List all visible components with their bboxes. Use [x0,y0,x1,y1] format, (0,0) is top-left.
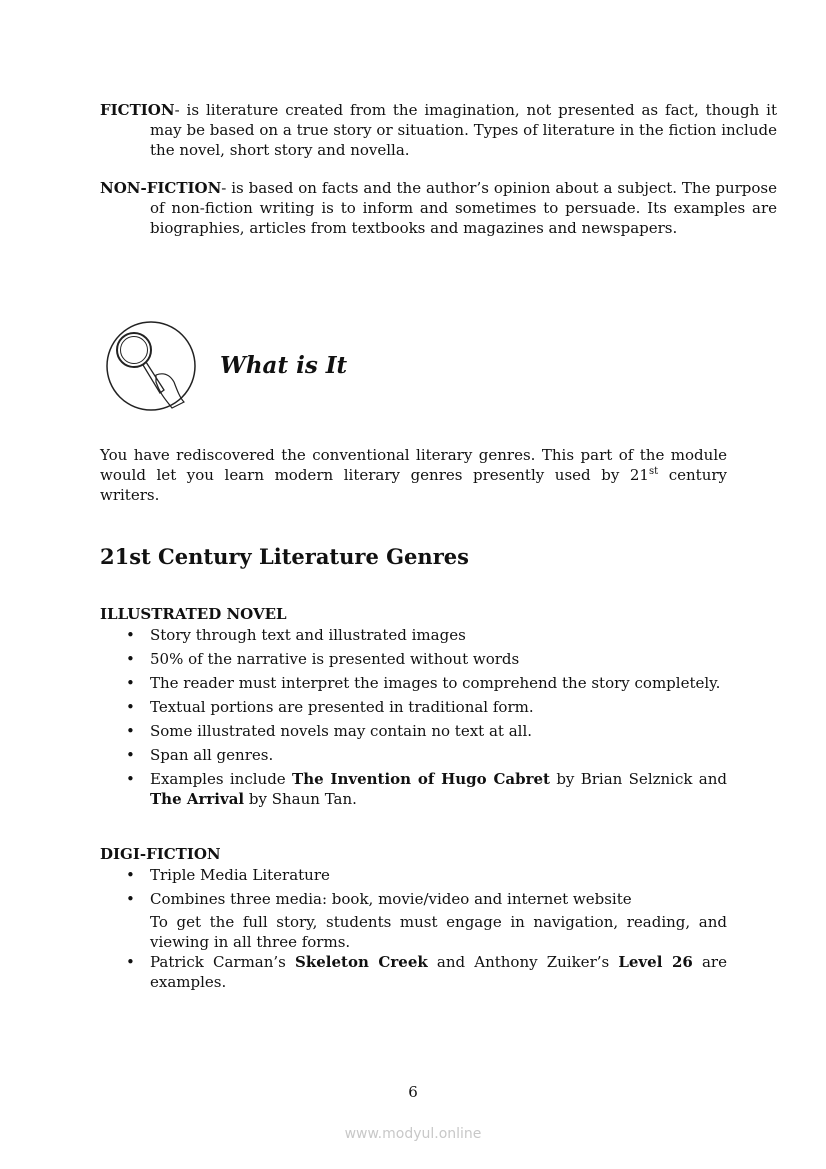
subheading-digi: DIGI-FICTION [100,845,221,863]
digi-list [100,865,727,996]
title: Level 26 [618,953,693,971]
definition-text: - is based on facts and the author’s opinion about a subject. The purpose of non-fiction writing is to inform and sometimes to persuade. Its examples are biographies, articles from textbooks and magazines and newspapers. [150,179,777,237]
definition-nonfiction [100,178,777,238]
definition-fiction [100,100,777,160]
intro-text: You have rediscovered the conventional literary genres. This part of the module would let you learn modern literary genres presently used by 21 [100,446,727,484]
list-note: To get the full story, students must engage in navigation, reading, and viewing in all three forms. [150,913,727,951]
section-title: What is It [220,352,348,379]
subheading-illustrated: ILLUSTRATED NOVEL [100,605,287,623]
text: are examples. [150,953,727,991]
title: The Invention of Hugo Cabret [292,770,550,788]
list-item: • Story through text and illustrated images [100,625,727,645]
list-item: • Combines three media: book, movie/video and internet website [100,889,727,909]
text: and Anthony Zuiker’s [427,953,619,971]
title: The Arrival [150,790,245,808]
text: by Shaun Tan. [244,790,357,808]
list-item: • Span all genres. [100,745,727,765]
magnifying-glass-icon [104,320,198,414]
intro-tail: century writers. [100,466,727,504]
list-item [100,952,727,992]
text: Patrick Carman’s [150,953,295,971]
list-item: • Triple Media Literature [100,865,727,885]
list-item [100,769,727,809]
watermark: www.modyul.online [344,1126,482,1142]
text: by Brian Selznick and [549,770,728,788]
illustrated-list [100,625,727,813]
title: Skeleton Creek [295,953,428,971]
term: NON-FICTION [100,179,222,197]
list-item: • The reader must interpret the images to comprehend the story completely. [100,673,727,693]
page-number: 6 [408,1083,418,1101]
definition-text: - is literature created from the imagination, not presented as fact, though it may be based on a true story or situation. Types of literature in the fiction include the novel, short story and novella. [150,101,777,159]
text: Examples include [150,770,293,788]
term: FICTION [100,101,175,119]
superscript: st [648,466,659,477]
heading: 21st Century Literature Genres [100,544,469,569]
intro-paragraph [100,445,727,505]
list-item: • Some illustrated novels may contain no text at all. [100,721,727,741]
list-item: • 50% of the narrative is presented without words [100,649,727,669]
list-item: • Textual portions are presented in traditional form. [100,697,727,717]
